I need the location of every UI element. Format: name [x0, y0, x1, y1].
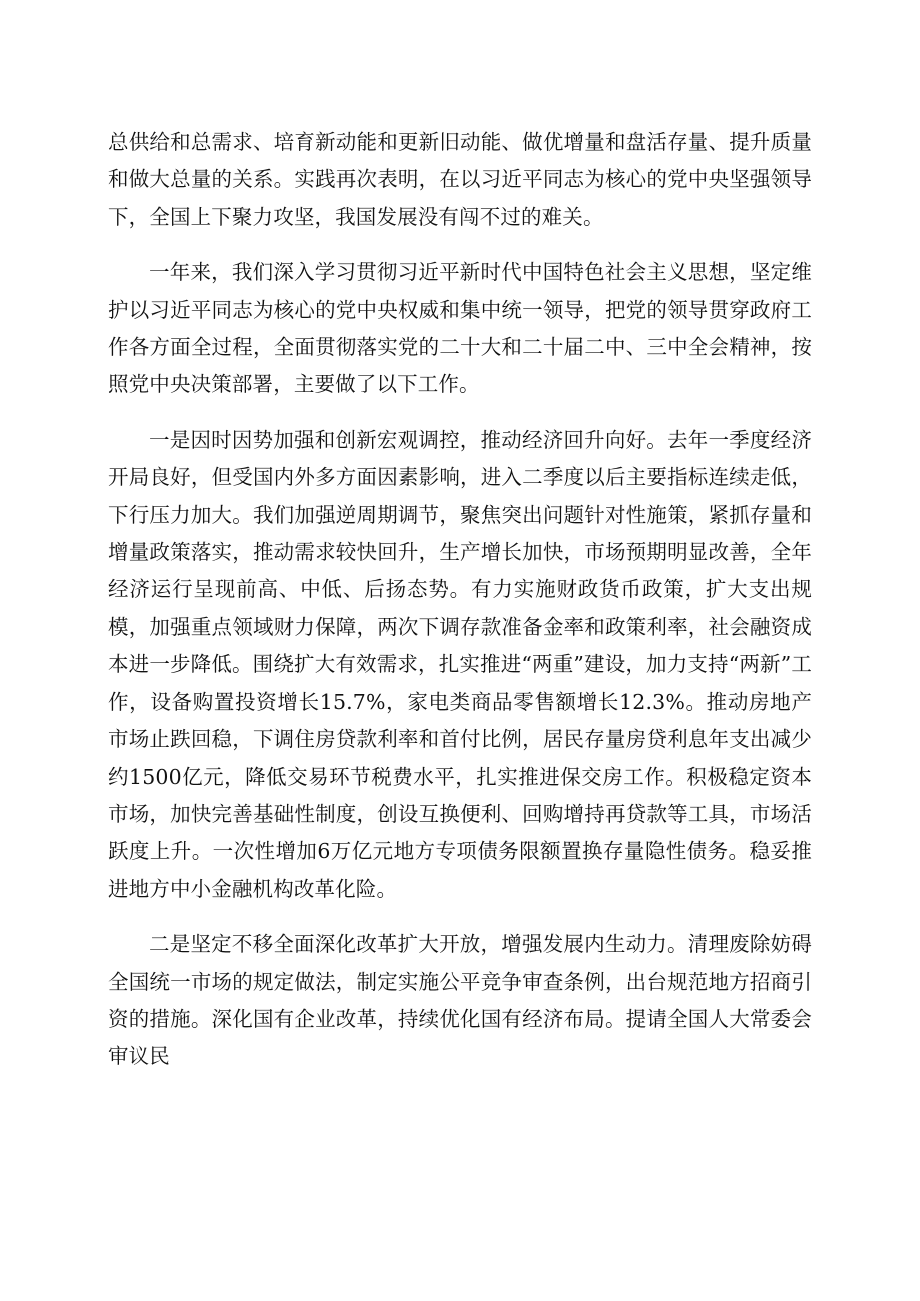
paragraph-macro-control: 一是因时因势加强和创新宏观调控，推动经济回升向好。去年一季度经济开局良好，但受国内外多方面因素影响，进入二季度以后主要指标连续走低，下行压力加大。我们加强逆周期调节，聚焦突出问题针对性施策，紧抓存量和增量政策落实，推动需求较快回升，生产增长加快，市场预期明显改善，全年经济运行呈现前高、中低、后扬态势。有力实施财政货币政策，扩大支出规模，加强重点领域财力保障，两次下调存款准备金率和政策利率，社会融资成本进一步降低。围绕扩大有效需求，扎实推进“两重”建设，加力支持“两新”工作，设备购置投资增长15.7%，家电类商品零售额增长12.3%。推动房地产市场止跌回稳，下调住房贷款利率和首付比例，居民存量房贷利息年支出减少约1500亿元，降低交易环节税费水平，扎实推进保交房工作。积极稳定资本市场，加快完善基础性制度，创设互换便利、回购增持再贷款等工具，市场活跃度上升。一次性增加6万亿元地方专项债务限额置换存量隐性债务。稳妥推进地方中小金融机构改革化险。 — [108, 427, 812, 901]
document-body — [108, 124, 812, 1076]
paragraph-continued: 总供给和总需求、培育新动能和更新旧动能、做优增量和盘活存量、提升质量和做大总量的关系。实践再次表明，在以习近平同志为核心的党中央坚强领导下，全国上下聚力攻坚，我国发展没有闯不过的难关。 — [108, 130, 812, 229]
paragraph-one-year: 一年来，我们深入学习贯彻习近平新时代中国特色社会主义思想，坚定维护以习近平同志为核心的党中央权威和集中统一领导，把党的领导贯穿政府工作各方面全过程，全面贯彻落实党的二十大和二十届二中、三中全会精神，按照党中央决策部署，主要做了以下工作。 — [108, 260, 812, 397]
paragraph-reform-opening: 二是坚定不移全面深化改革扩大开放，增强发展内生动力。清理废除妨碍全国统一市场的规定做法，制定实施公平竞争审查条例，出台规范地方招商引资的措施。深化国有企业改革，持续优化国有经济布局。提请全国人大常委会审议民 — [108, 932, 812, 1069]
